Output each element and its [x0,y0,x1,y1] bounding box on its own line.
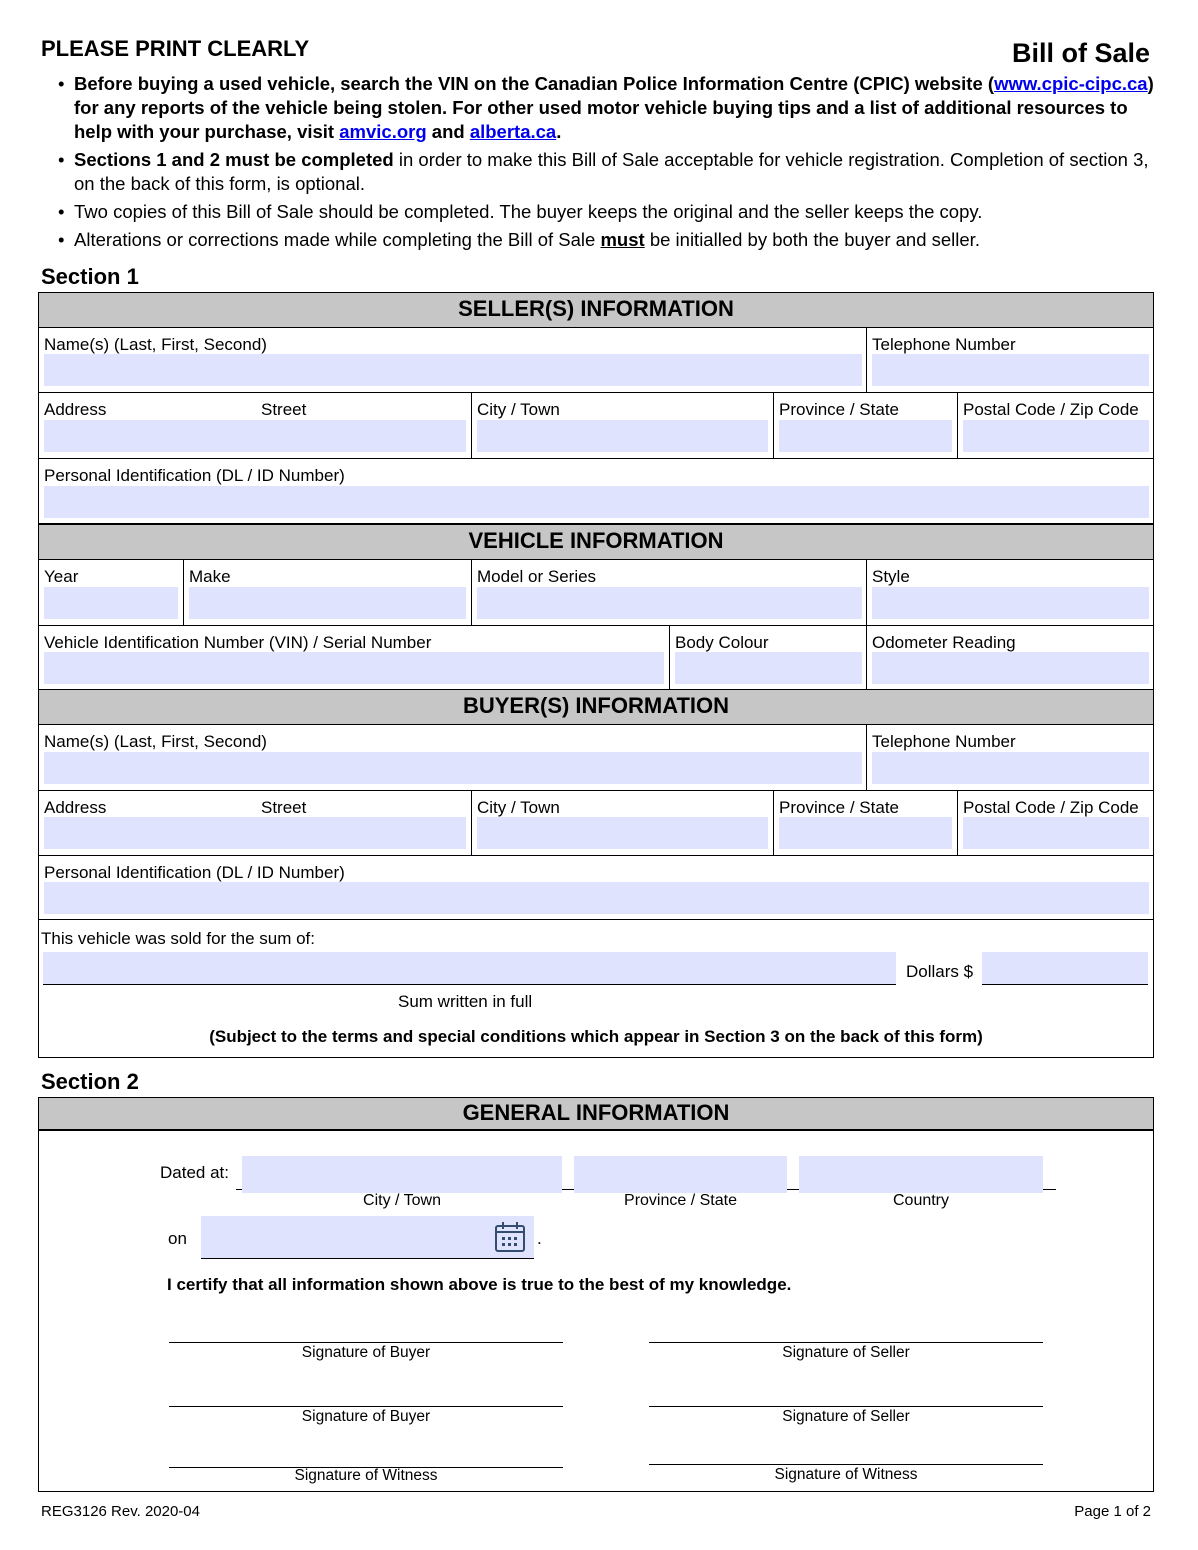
make-label: Make [189,567,231,586]
general-info-section [38,1130,1154,1492]
seller-phone-label: Telephone Number [872,335,1016,354]
cpic-link[interactable]: www.cpic-cipc.ca [994,73,1148,94]
seller-witness-caption: Signature of Witness [774,1466,918,1483]
instruction-sections [58,148,1158,196]
buyer-name-cell [38,724,867,790]
instruction-text: Two copies of this Bill of Sale should be completed. The buyer keeps the original and the seller keeps the copy. [74,201,983,222]
year-label: Year [44,567,79,586]
vin-field[interactable] [44,652,664,684]
sum-written-field[interactable] [43,952,896,984]
instruction-alterations [58,228,1158,252]
vehicle-band: VEHICLE INFORMATION [38,524,1154,560]
seller-signature-line-2[interactable] [649,1406,1043,1407]
buyer-province-field[interactable] [779,817,952,849]
seller-postal-field[interactable] [963,420,1149,452]
make-field[interactable] [189,587,466,619]
on-label: on [168,1229,187,1248]
buyer-section [38,724,1154,920]
instruction-text: Sections 1 and 2 must be completed [74,149,394,170]
seller-signature-caption-2: Signature of Seller [782,1408,910,1425]
seller-section [38,327,1154,524]
alberta-link[interactable]: alberta.ca [469,121,557,142]
seller-id-cell [38,458,1154,524]
buyer-address-cell [38,790,471,855]
seller-phone-cell [866,327,1154,392]
buyer-address-field[interactable] [44,817,466,849]
seller-address-field[interactable] [44,420,466,452]
section-1-title: Section 1 [41,264,139,289]
seller-band: SELLER(S) INFORMATION [38,292,1154,328]
vin-label: Vehicle Identification Number (VIN) / Serial Number [44,633,432,652]
buyer-postal-field[interactable] [963,817,1149,849]
dollars-label: Dollars $ [906,962,974,981]
seller-province-field[interactable] [779,420,952,452]
style-label: Style [872,567,910,586]
instruction-text: ) for any reports of the vehicle being stolen. For other used motor vehicle buying tips and a list of additional resources to help with your purchase, visit [74,73,1154,142]
buyer-id-cell [38,855,1154,920]
calendar-icon[interactable] [494,1221,526,1253]
body-colour-field[interactable] [675,652,862,684]
buyer-signature-caption-1: Signature of Buyer [301,1344,431,1361]
dated-city-caption: City / Town [363,1192,441,1209]
buyer-signature-line-1[interactable] [169,1342,563,1343]
dated-city-field[interactable] [242,1156,562,1193]
model-cell [471,559,867,625]
sum-written-caption: Sum written in full [398,992,533,1011]
buyer-phone-label: Telephone Number [872,732,1016,751]
body-colour-label: Body Colour [675,633,769,652]
sale-sum-section [38,919,1154,1058]
instruction-emphasis: must [600,229,645,250]
terms-note: (Subject to the terms and special conditions which appear in Section 3 on the back of this form) [209,1027,983,1046]
dated-province-field[interactable] [574,1156,787,1193]
instruction-text: and [426,121,470,142]
buyer-street-label: Street [261,798,307,817]
buyer-phone-cell [866,724,1154,790]
date-period: . [537,1229,542,1248]
buyer-name-label: Name(s) (Last, First, Second) [44,732,267,751]
seller-city-cell [471,392,773,458]
seller-postal-cell [957,392,1154,458]
seller-street-label: Street [261,400,307,419]
year-cell [38,559,183,625]
page-number: Page 1 of 2 [1074,1503,1151,1520]
seller-address-cell [38,392,471,458]
model-label: Model or Series [477,567,597,586]
odometer-label: Odometer Reading [872,633,1016,652]
instruction-text: be initialled by both the buyer and seller. [644,229,980,250]
section-2-title: Section 2 [41,1069,139,1094]
buyer-city-field[interactable] [477,817,768,849]
buyer-name-field[interactable] [44,752,862,784]
buyer-postal-cell [957,790,1154,855]
dollars-field[interactable] [982,952,1148,984]
dollars-underline [982,984,1148,985]
dated-at-label: Dated at: [160,1163,229,1182]
buyer-signature-caption-2: Signature of Buyer [301,1408,431,1425]
seller-city-field[interactable] [477,420,768,452]
buyer-postal-label: Postal Code / Zip Code [963,798,1139,817]
seller-id-field[interactable] [44,486,1149,518]
instruction-copies [58,200,1158,224]
certification-statement: I certify that all information shown above is true to the best of my knowledge. [167,1275,792,1294]
dated-country-caption: Country [892,1192,950,1209]
seller-signature-caption-1: Signature of Seller [782,1344,910,1361]
sum-written-underline [43,984,896,985]
dated-province-caption: Province / State [624,1192,737,1209]
amvic-link[interactable]: amvic.org [339,121,427,142]
form-id: REG3126 Rev. 2020-04 [41,1503,200,1520]
seller-signature-line-1[interactable] [649,1342,1043,1343]
vehicle-section [38,559,1154,690]
buyer-province-label: Province / State [779,798,900,817]
year-field[interactable] [44,587,178,619]
date-field[interactable] [201,1216,534,1258]
seller-postal-label: Postal Code / Zip Code [963,400,1139,419]
general-info-band: GENERAL INFORMATION [38,1097,1154,1131]
buyer-band: BUYER(S) INFORMATION [38,689,1154,725]
body-colour-cell [669,625,867,690]
date-underline [201,1258,534,1259]
print-clearly-note: PLEASE PRINT CLEARLY [41,36,310,61]
instruction-cpic [58,72,1158,144]
seller-city-label: City / Town [477,400,560,419]
buyer-witness-caption: Signature of Witness [294,1467,438,1484]
model-field[interactable] [477,587,862,619]
make-cell [183,559,471,625]
buyer-address-label: Address [44,798,107,817]
instruction-text: in order to make this Bill of Sale acceptable for vehicle registration. Completion of section 3, on the back of this form, is optional. [74,149,1149,194]
buyer-id-label: Personal Identification (DL / ID Number) [44,863,345,882]
buyer-signature-line-2[interactable] [169,1406,563,1407]
seller-name-cell [38,327,867,392]
vin-cell [38,625,669,690]
sale-sum-label: This vehicle was sold for the sum of: [41,929,316,948]
buyer-phone-field[interactable] [872,752,1149,784]
seller-province-label: Province / State [779,400,900,419]
odometer-field[interactable] [872,652,1149,684]
style-cell [866,559,1154,625]
seller-province-cell [773,392,957,458]
buyer-city-cell [471,790,773,855]
instructions [58,72,1158,256]
seller-name-label: Name(s) (Last, First, Second) [44,335,267,354]
odometer-cell [866,625,1154,690]
form-title: Bill of Sale [1011,38,1150,68]
seller-phone-field[interactable] [872,354,1149,386]
buyer-province-cell [773,790,957,855]
dated-country-field[interactable] [799,1156,1043,1193]
instruction-text: Before buying a used vehicle, search the VIN on the Canadian Police Information Centre (CPIC) website ( [74,73,995,94]
style-field[interactable] [872,587,1149,619]
seller-name-field[interactable] [44,354,862,386]
buyer-city-label: City / Town [477,798,560,817]
seller-witness-line[interactable] [649,1464,1043,1465]
instruction-text: . [556,121,562,142]
buyer-id-field[interactable] [44,882,1149,914]
instruction-text: Alterations or corrections made while completing the Bill of Sale [74,229,601,250]
seller-address-label: Address [44,400,107,419]
seller-id-label: Personal Identification (DL / ID Number) [44,466,345,485]
